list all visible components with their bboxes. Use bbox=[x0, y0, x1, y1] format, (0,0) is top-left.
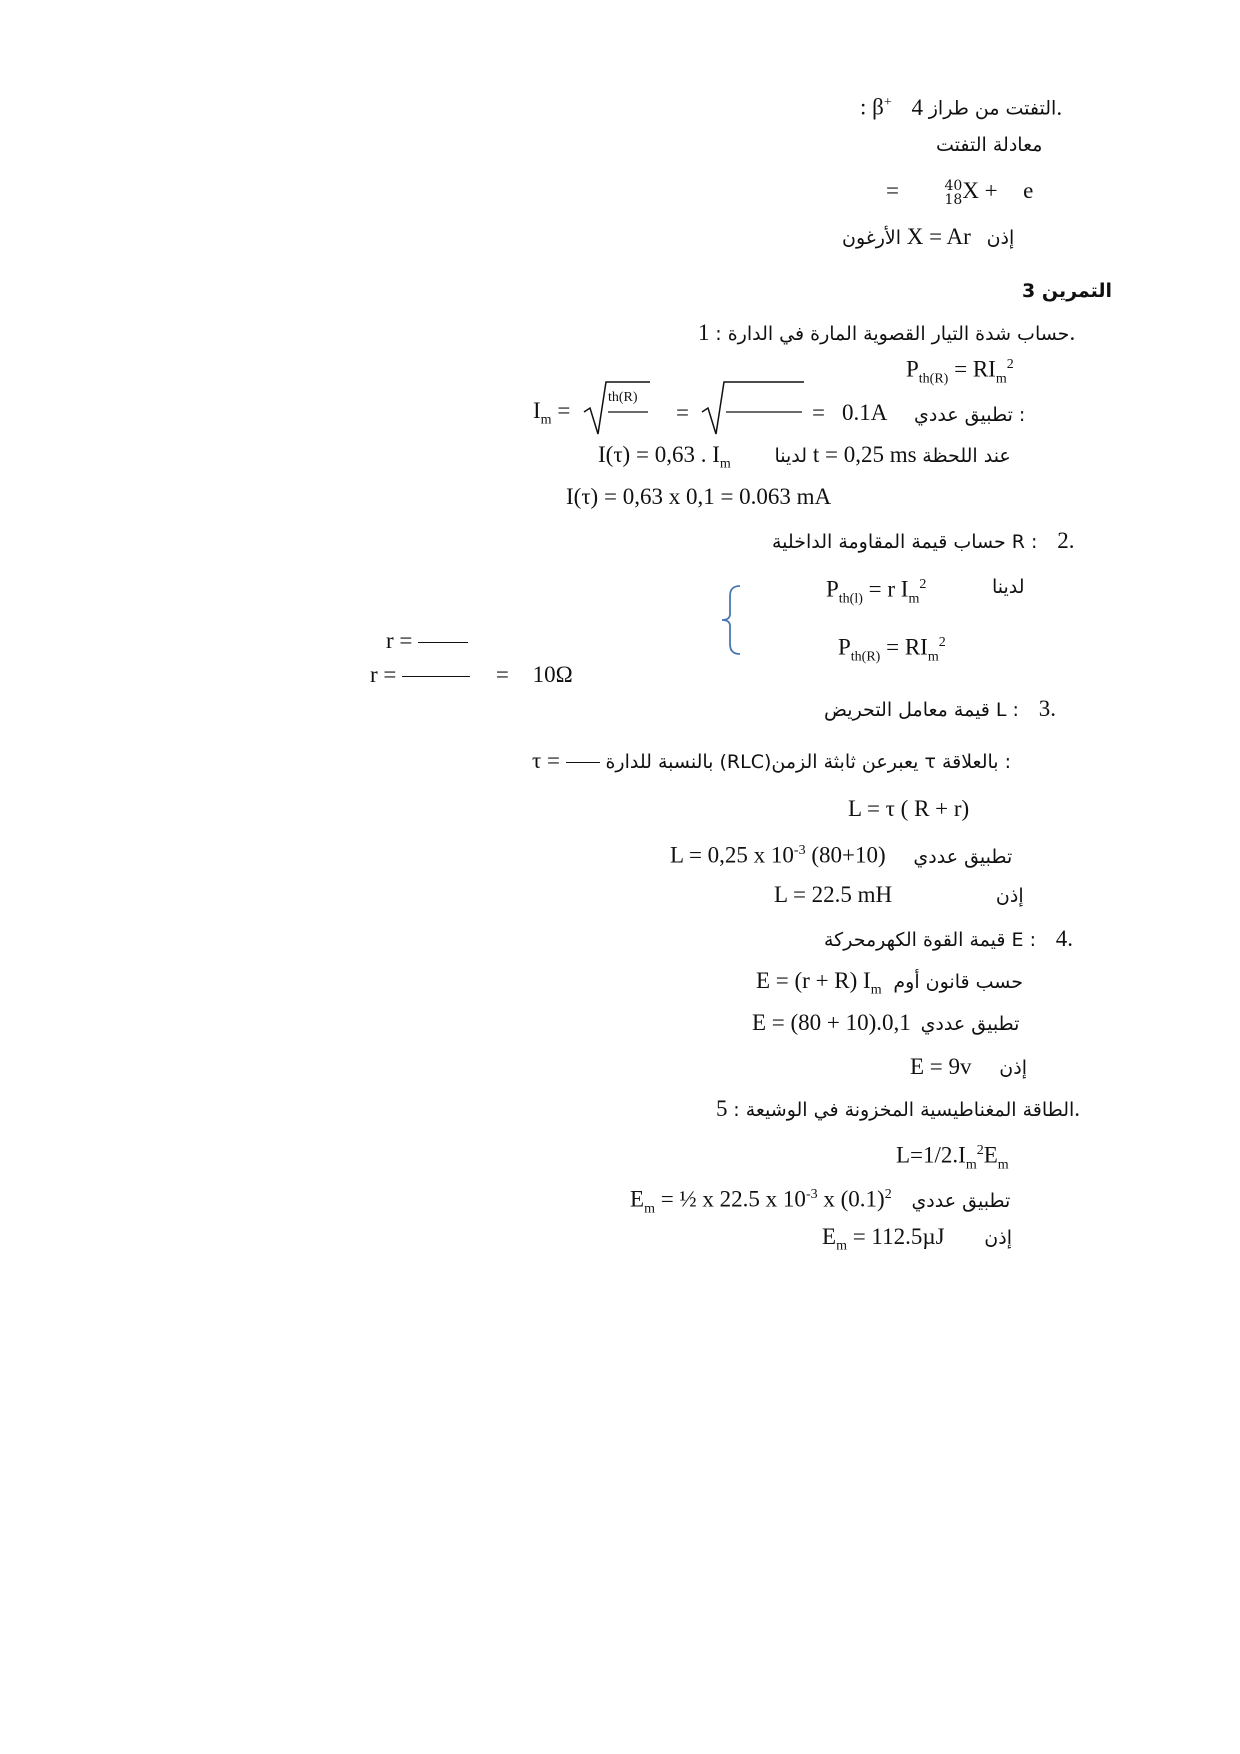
q5-num-app-line bbox=[630, 1180, 1010, 1224]
p1-symbol: P bbox=[826, 576, 839, 602]
sqrt-sign-1 bbox=[582, 378, 652, 438]
ohm-line bbox=[756, 966, 1023, 1006]
q5-number: 5. bbox=[716, 1096, 1081, 1121]
argon-line bbox=[842, 222, 1014, 253]
q4-num-app-line bbox=[752, 1008, 1019, 1039]
decay-type-line bbox=[860, 88, 1062, 124]
sqrt-numerator: th(R) bbox=[608, 390, 638, 405]
q3-relation-line bbox=[532, 746, 1011, 777]
q1-i-tau-value: I(τ) = 0,63 x 0,1 = 0.063 mA bbox=[566, 484, 832, 509]
em-exp2: 2 bbox=[884, 1187, 892, 1202]
e-result: E = 9v bbox=[910, 1054, 972, 1079]
q1-num-app: تطبيق عددي : bbox=[914, 404, 1026, 426]
q1-power-formula bbox=[906, 350, 1014, 394]
q1-number: 1. bbox=[698, 320, 1076, 345]
q2-heading bbox=[772, 526, 1074, 557]
atomic-number: 18 bbox=[944, 191, 963, 208]
p-subscript: th(R) bbox=[918, 371, 949, 387]
q2-p-thl bbox=[826, 570, 926, 614]
q3-num-app-line bbox=[670, 836, 1012, 872]
r-eq1-text: r = bbox=[386, 628, 413, 653]
i-tau-sub: m bbox=[719, 456, 731, 472]
im-equals-2: = bbox=[676, 400, 689, 425]
l-app-b: (80+10) bbox=[805, 842, 886, 868]
p-exp: 2 bbox=[1006, 357, 1014, 372]
q5-l-formula bbox=[896, 1136, 1009, 1180]
q4-therefore: إذن bbox=[999, 1057, 1027, 1079]
system-brace bbox=[720, 584, 742, 656]
l-app-a: L = 0,25 x 10 bbox=[670, 842, 794, 868]
q5-text: الطاقة المغناطيسية المخزونة في الوشيعة : bbox=[733, 1099, 1075, 1121]
q2-text: حساب قيمة المقاومة الداخلية R : bbox=[772, 531, 1038, 553]
p1-sub: th(l) bbox=[838, 591, 863, 607]
p-symbol: P bbox=[906, 356, 919, 382]
im-equals-3: = bbox=[812, 400, 825, 425]
q4-text: قيمة القوة الكهرمحركة E : bbox=[824, 929, 1036, 951]
nuclide-symbol: X + bbox=[962, 178, 998, 203]
l5-exp: 2 bbox=[976, 1143, 984, 1158]
tau-eq: τ = bbox=[532, 748, 560, 773]
p1-m: m bbox=[908, 591, 920, 607]
r-eq2-text: r = bbox=[370, 662, 397, 687]
em-result-line bbox=[822, 1222, 1012, 1262]
q5-therefore: إذن bbox=[984, 1227, 1012, 1249]
l5-b: E bbox=[983, 1142, 998, 1168]
sqrt-sign-2 bbox=[700, 378, 810, 438]
q1-i-tau-line bbox=[598, 440, 1011, 480]
e-formula: E = (r + R) I bbox=[756, 968, 871, 993]
exercise-title: التمرين 3 bbox=[1022, 280, 1113, 302]
p1-exp: 2 bbox=[919, 577, 927, 592]
r-eq-1 bbox=[386, 626, 468, 656]
r-result: 10Ω bbox=[532, 662, 573, 687]
em-sub: m bbox=[644, 1201, 655, 1217]
at-instant-word: عند اللحظة bbox=[922, 445, 1011, 467]
x-equals-ar: X = Ar bbox=[906, 224, 971, 249]
item-number: 4. bbox=[911, 94, 1063, 120]
ohm-text: حسب قانون أوم bbox=[893, 971, 1023, 993]
q2-we-have: لدينا bbox=[992, 576, 1025, 598]
q5-num-app: تطبيق عددي bbox=[911, 1189, 1011, 1212]
l5-m: m bbox=[965, 1157, 977, 1173]
tau-frac-bar bbox=[566, 762, 600, 763]
q4-num-app: تطبيق عددي bbox=[920, 1013, 1020, 1035]
q4-number: 4. bbox=[1055, 926, 1073, 951]
q2-number: 2. bbox=[1057, 528, 1075, 553]
q2-p-thr bbox=[838, 628, 946, 672]
decay-colon: : bbox=[860, 94, 867, 120]
beta-symbol: β bbox=[872, 94, 884, 120]
therefore-word: إذن bbox=[986, 227, 1015, 249]
argon-word: الأرغون bbox=[842, 227, 901, 249]
p2-m: m bbox=[927, 649, 939, 665]
p1-rest: = r I bbox=[862, 576, 909, 602]
em-r-a: E bbox=[822, 1224, 837, 1249]
em-a: E bbox=[630, 1186, 645, 1212]
p2-symbol: P bbox=[838, 634, 851, 660]
eq-equals: = bbox=[886, 178, 899, 203]
electron-symbol: e bbox=[1023, 178, 1034, 203]
r-equals: = bbox=[495, 662, 509, 687]
q1-text: حساب شدة التيار القصوية المارة في الدارة : bbox=[715, 323, 1070, 345]
q3-number: 3. bbox=[1038, 696, 1056, 721]
q3-heading bbox=[824, 694, 1056, 725]
em-r-b: = 112.5µJ bbox=[846, 1224, 945, 1249]
q3-text: قيمة معامل التحريض L : bbox=[824, 699, 1019, 721]
e-result-line bbox=[910, 1052, 1027, 1083]
q1-heading bbox=[684, 318, 1075, 349]
l-result: L = 22.5 mH bbox=[774, 882, 893, 907]
p2-sub: th(R) bbox=[850, 649, 881, 665]
p-m-sub: m bbox=[995, 371, 1007, 387]
em-exp: -3 bbox=[805, 1187, 818, 1202]
q5-heading bbox=[702, 1094, 1080, 1125]
decay-equation-label: معادلة التفتت bbox=[936, 134, 1043, 156]
em-c: x (0.1) bbox=[817, 1186, 885, 1212]
we-have-word: لدينا bbox=[774, 445, 808, 467]
l-app-exp: -3 bbox=[793, 843, 806, 858]
relation-text: بالنسبة للدارة (RLC)يعبرعن ثابثة الزمن τ بالعلاقة : bbox=[605, 751, 1012, 773]
q4-heading bbox=[824, 924, 1073, 955]
im-symbol: I bbox=[533, 398, 541, 423]
im-equals: = bbox=[557, 398, 571, 423]
e-formula-sub: m bbox=[870, 982, 882, 998]
q3-therefore: إذن bbox=[995, 885, 1024, 907]
beta-plus: + bbox=[883, 95, 892, 110]
q3-num-app: تطبيق عددي bbox=[913, 845, 1013, 868]
t-value: t = 0,25 ms bbox=[812, 442, 917, 467]
r-eq-2 bbox=[370, 660, 573, 690]
em-b: = ½ x 22.5 x 10 bbox=[654, 1186, 806, 1212]
em-r-sub: m bbox=[836, 1238, 847, 1254]
mass-number: 40 bbox=[944, 177, 963, 194]
decay-type-text: التفتت من طراز bbox=[928, 97, 1057, 120]
l5-a: L=1/2.I bbox=[896, 1142, 966, 1168]
e-app: E = (80 + 10).0,1 bbox=[752, 1010, 911, 1035]
p2-rest: = RI bbox=[880, 634, 928, 660]
nuclide-numbers bbox=[944, 179, 962, 207]
p-rest: = RI bbox=[948, 356, 996, 382]
decay-equation bbox=[886, 176, 1033, 207]
im-result: 0.1A bbox=[842, 400, 888, 425]
l-result-line bbox=[774, 880, 1024, 911]
l5-sub: m bbox=[997, 1157, 1009, 1173]
i-tau-formula: I(τ) = 0,63 . I bbox=[598, 442, 720, 467]
p2-exp: 2 bbox=[938, 635, 946, 650]
frac-bar-1 bbox=[418, 642, 468, 643]
l-formula: L = τ ( R + r) bbox=[848, 796, 970, 821]
frac-bar-2 bbox=[402, 676, 470, 677]
im-sub: m bbox=[540, 412, 552, 428]
q1-im-formula bbox=[533, 396, 570, 436]
